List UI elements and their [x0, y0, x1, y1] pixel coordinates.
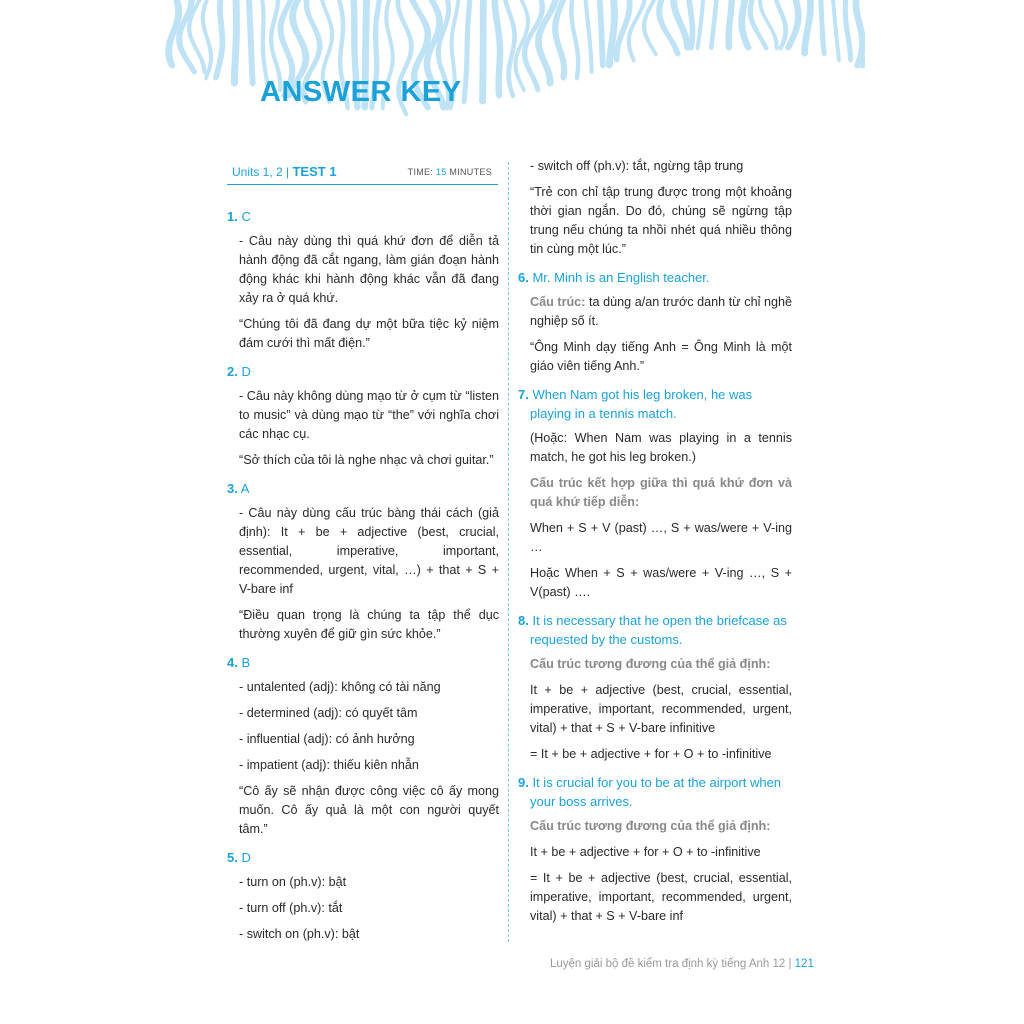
answer-heading: 4. B — [227, 655, 251, 670]
alternative: (Hoặc: When Nam was playing in a tennis match, he got his leg broken.) — [530, 431, 792, 464]
zebra-stripe — [479, 0, 487, 105]
answer-item-2 — [227, 362, 499, 470]
zebra-stripe — [213, 0, 225, 81]
test-name: TEST 1 — [292, 164, 337, 179]
formula: When + S + V (past) …, S + was/were + V-ing … — [530, 521, 792, 554]
zebra-stripe — [231, 0, 240, 87]
vocab-line: - determined (adj): có quyết tâm — [239, 706, 418, 720]
structure-label: Cấu trúc tương đương của thể giả định: — [530, 819, 771, 833]
structure-label: Cấu trúc tương đương của thể giả định: — [530, 657, 771, 671]
zebra-stripe — [503, 0, 517, 99]
vocab-line: - switch on (ph.v): bật — [239, 927, 360, 941]
zebra-stripe — [696, 0, 706, 51]
zebra-stripe — [853, 0, 866, 69]
vocab-line: - turn on (ph.v): bật — [239, 875, 347, 889]
zebra-stripe — [642, 0, 658, 57]
explanation: - Câu này dùng thì quá khứ đơn để diễn tả hành động đã cắt ngang, làm gián đoạn hành động khác khi hành động khác vẫn đã đang xảy ra ở quá khứ. — [239, 234, 499, 305]
zebra-stripe — [818, 0, 826, 57]
answer-heading: 1. C — [227, 209, 251, 224]
zebra-stripe — [584, 0, 594, 75]
answer-item-5 — [227, 848, 499, 944]
page-title: ANSWER KEY — [260, 76, 462, 108]
zebra-stripe — [597, 0, 606, 69]
answer-item-1 — [227, 207, 499, 353]
right-column — [518, 157, 792, 935]
vocab-line: - switch off (ph.v): tắt, ngừng tập trung — [530, 159, 744, 173]
explanation: - Câu này không dùng mạo từ ở cụm từ “listen to music” và dùng mạo từ “the” với nghĩa chơi các nhạc cụ. — [239, 389, 499, 441]
answer-heading: 8. It is necessary that he open the briefcase as requested by the customs. — [518, 613, 787, 647]
zebra-stripe — [569, 0, 580, 81]
formula: Hoặc When + S + was/were + V-ing …, S + V(past) …. — [530, 566, 792, 599]
answer-item-5-continued — [518, 157, 792, 259]
explanation: - Câu này dùng cấu trúc bàng thái cách (giả định): It + be + adjective (best, crucial, essential, imperative, important, recommended, urgent, vital, …) + that + S + V-bare inf — [239, 506, 499, 596]
formula: It + be + adjective (best, crucial, essential, imperative, important, recommended, urgent, vital) + that + S + V-bare infinitive — [530, 683, 792, 735]
document-page — [165, 0, 865, 1024]
zebra-stripe-header-decoration — [165, 0, 865, 145]
units-label: Units 1, 2 | TEST 1 — [232, 164, 337, 179]
zebra-stripe — [725, 0, 735, 51]
answer-heading: 6. Mr. Minh is an English teacher. — [518, 270, 710, 285]
zebra-stripe — [552, 0, 567, 81]
answer-item-3 — [227, 479, 499, 644]
translation: “Ông Minh dạy tiếng Anh = Ông Minh là một giáo viên tiếng Anh.” — [530, 340, 792, 373]
left-column — [227, 207, 499, 953]
book-title: Luyện giải bộ đề kiểm tra định kỳ tiếng Anh 12 | — [550, 958, 795, 970]
structure-label: Cấu trúc kết hợp giữa thì quá khứ đơn và quá khứ tiếp diễn: — [530, 476, 792, 509]
zebra-stripe — [246, 0, 256, 87]
vocab-line: - impatient (adj): thiếu kiên nhẫn — [239, 758, 419, 772]
translation: “Chúng tôi đã đang dự một bữa tiệc kỷ niệm đám cưới thì mất điện.” — [239, 317, 499, 350]
formula: = It + be + adjective (best, crucial, essential, imperative, important, recommended, urgent, vital) + that + S + V-bare inf — [530, 871, 792, 923]
answer-item-9 — [518, 773, 792, 926]
zebra-stripe — [748, 0, 769, 51]
vocab-line: - influential (adj): có ảnh hưởng — [239, 732, 415, 746]
answer-heading: 9. It is crucial for you to be at the airport when your boss arrives. — [518, 775, 782, 809]
translation: “Trẻ con chỉ tập trung được trong một khoảng thời gian ngắn. Do đó, chúng sẽ ngừng tập trung nếu chúng ta nhồi nhét quá nhiều thông tin cùng một lúc.” — [530, 185, 792, 256]
page-number: 121 — [794, 958, 814, 970]
answer-heading: 7. When Nam got his leg broken, he was playing in a tennis match. — [518, 387, 753, 421]
time-limit: TIME: 15 MINUTES — [407, 167, 492, 177]
answer-item-4 — [227, 653, 499, 839]
answer-item-7 — [518, 385, 792, 602]
zebra-stripe — [462, 0, 473, 105]
column-divider — [508, 162, 509, 942]
test-section-header — [227, 160, 498, 185]
answer-heading: 2. D — [227, 364, 251, 379]
vocab-line: - untalented (adj): không có tài năng — [239, 680, 441, 694]
formula: It + be + adjective + for + O + to -infinitive — [530, 845, 761, 859]
translation: “Sở thích của tôi là nghe nhạc và chơi guitar.” — [239, 453, 494, 467]
answer-heading: 5. D — [227, 850, 251, 865]
translation: “Cô ấy sẽ nhận được công việc cô ấy mong muốn. Cô ấy quả là một con người quyết tâm.” — [239, 784, 499, 836]
answer-item-8 — [518, 611, 792, 764]
structure-note: Cấu trúc: ta dùng a/an trước danh từ chỉ nghề nghiệp số ít. — [530, 295, 792, 328]
zebra-stripe — [801, 0, 814, 57]
vocab-line: - turn off (ph.v): tắt — [239, 901, 343, 915]
zebra-stripe — [831, 0, 841, 63]
answer-item-6 — [518, 268, 792, 376]
zebra-stripe — [843, 0, 853, 63]
zebra-stripe — [491, 0, 503, 99]
formula: = It + be + adjective + for + O + to -infinitive — [530, 747, 772, 761]
answer-heading: 3. A — [227, 481, 250, 496]
translation: “Điều quan trọng là chúng ta tập thể dục thường xuyên để giữ gìn sức khỏe.” — [239, 608, 499, 641]
zebra-stripe — [709, 0, 719, 51]
page-footer — [550, 958, 814, 970]
